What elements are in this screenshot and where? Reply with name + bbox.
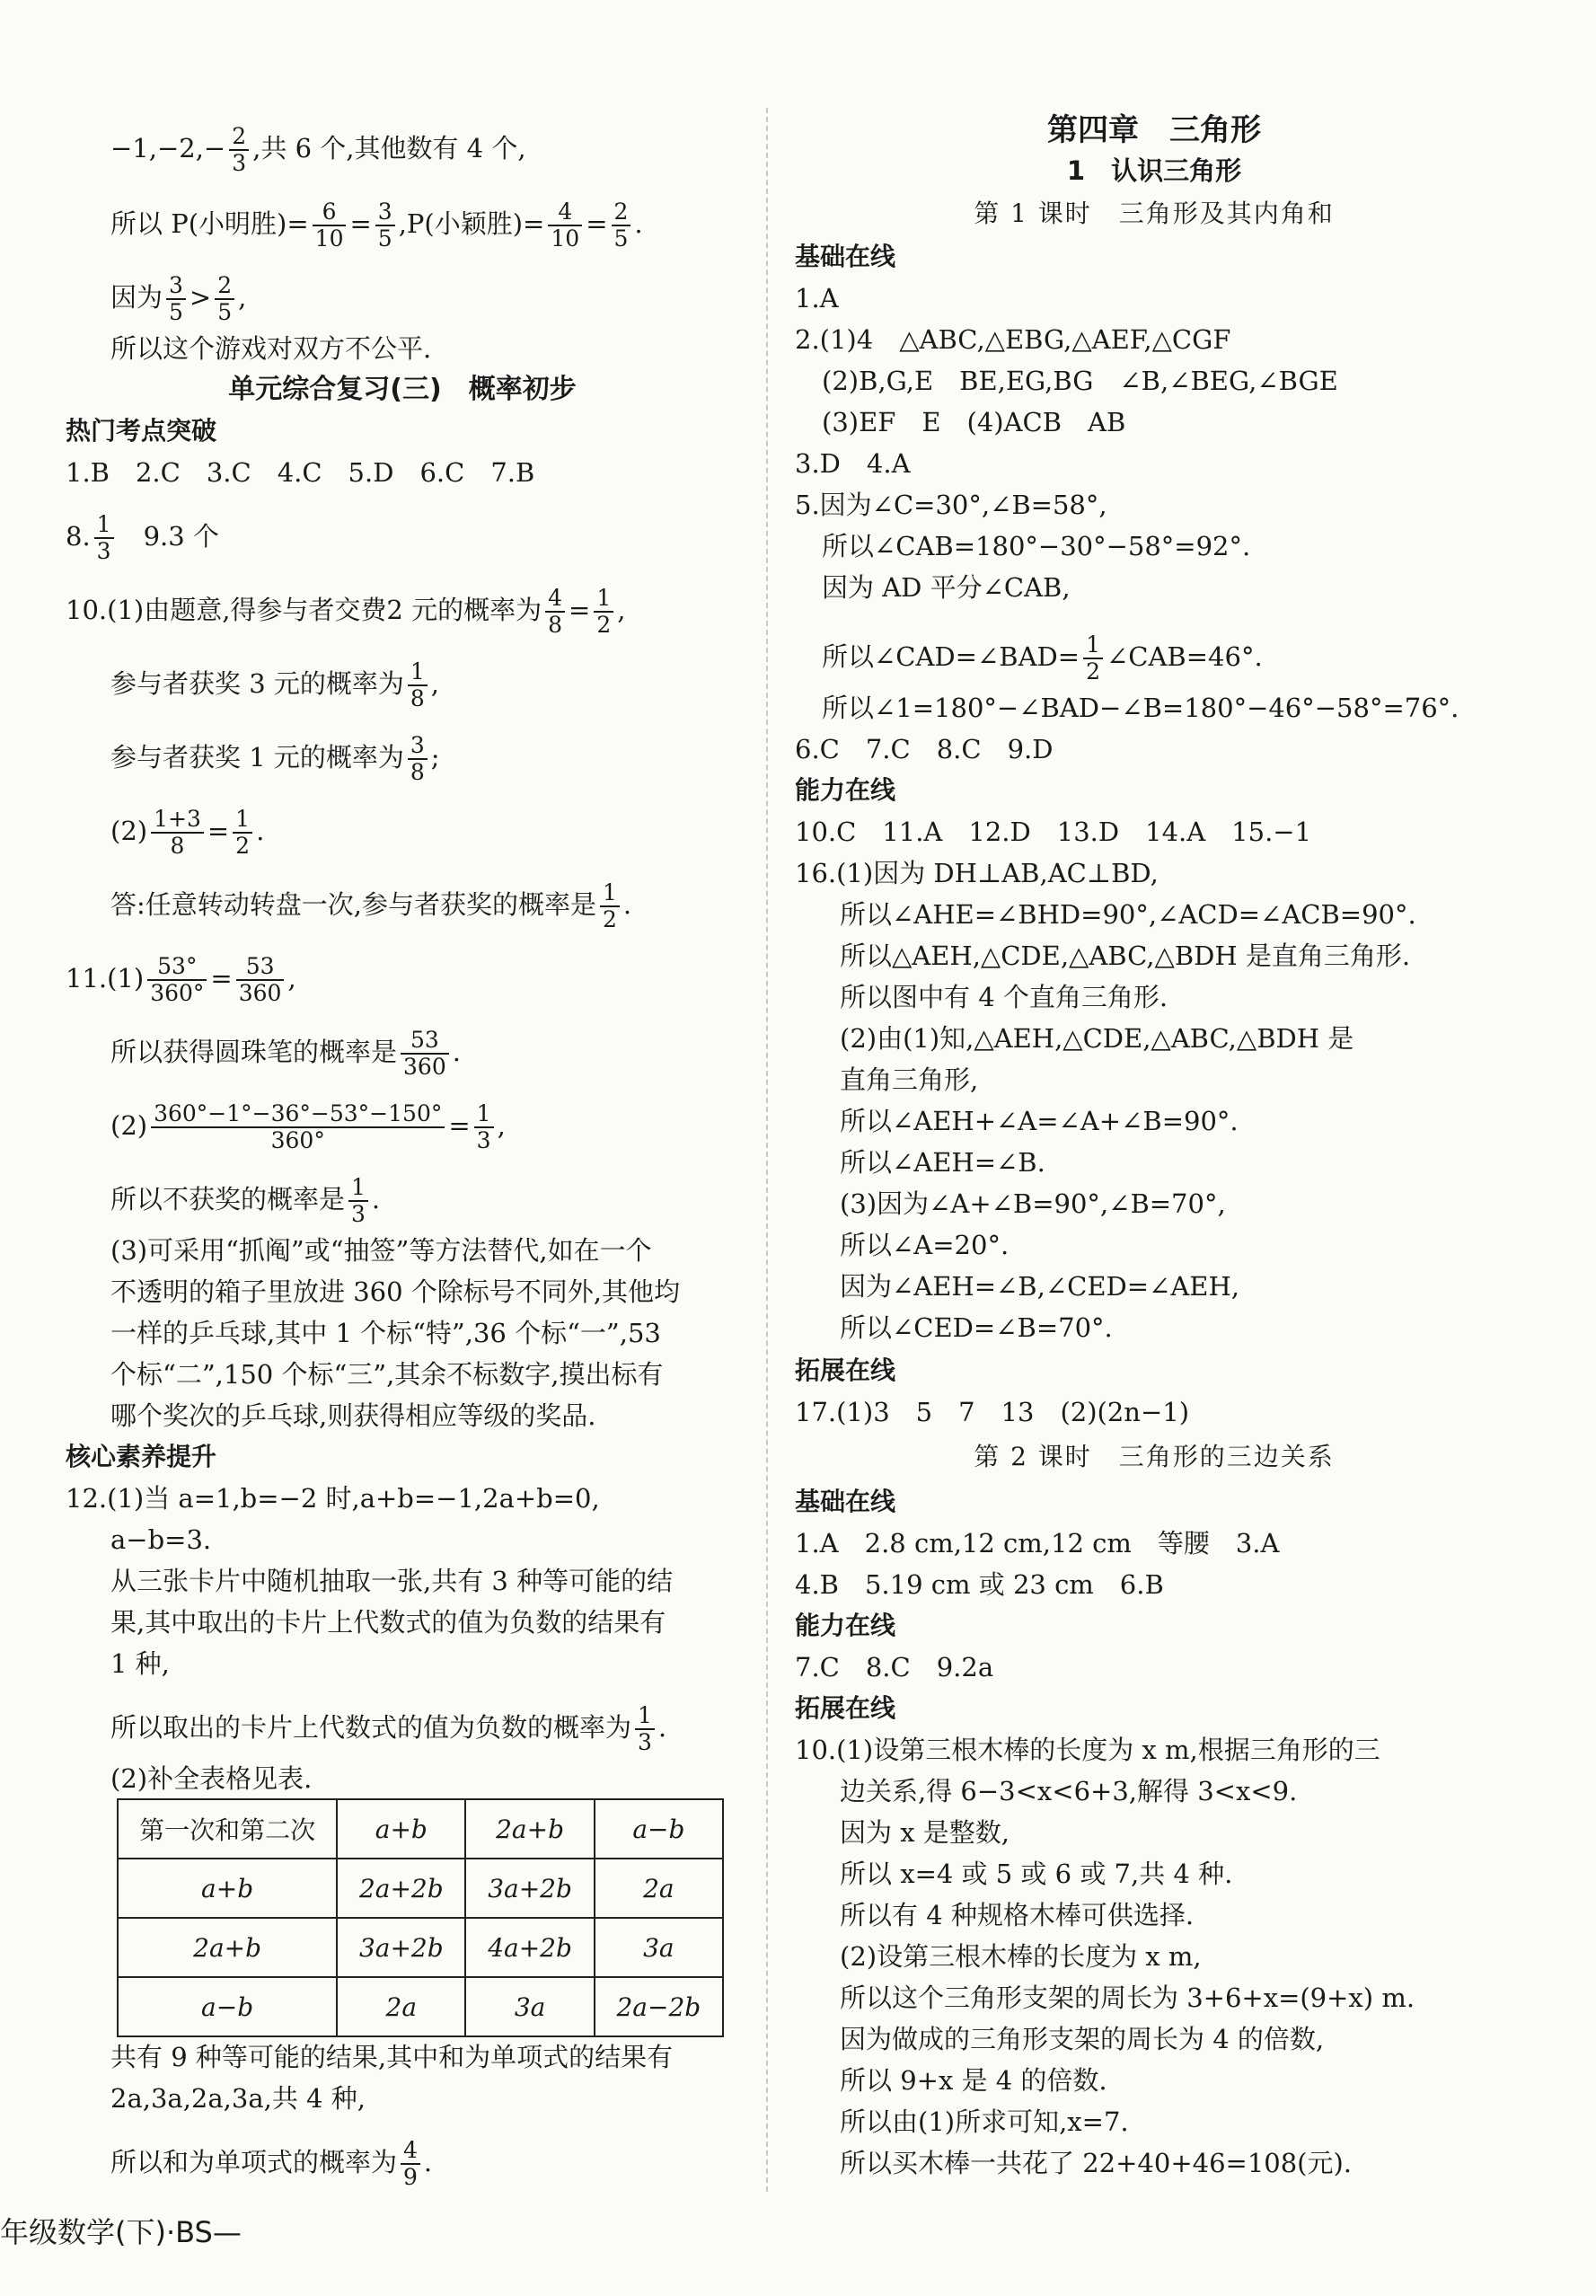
text-line: 答:任意转动转盘一次,参与者获奖的概率是 $\frac{1}{2}$ .	[110, 879, 632, 932]
text-line: 17.(1)3 5 7 13 (2)(2n−1)	[795, 1397, 1190, 1427]
table-cell: 2a−2b	[595, 1977, 723, 2036]
text-line: 哪个奖次的乒乓球,则获得相应等级的奖品.	[110, 1400, 596, 1431]
text-line: 个标“二”,150 个标“三”,其余不标数字,摸出标有	[110, 1359, 664, 1390]
text-line: a−b=3.	[110, 1524, 212, 1555]
text-line: 7.C 8.C 9.2a	[795, 1652, 994, 1682]
text-line: 所以∠CED=∠B=70°.	[840, 1312, 1113, 1343]
text-line: (2) $\frac{360^\circ-1^\circ-36^\circ-53^\circ-150^\circ}{360^\circ}$ = $\frac{1}{3}$ ,	[110, 1100, 506, 1153]
table-cell: a+b	[118, 1859, 337, 1918]
text-line: 1 种,	[110, 1648, 170, 1679]
text-line: 1.A 2.8 cm,12 cm,12 cm 等腰 3.A	[795, 1528, 1280, 1559]
unit-title: 单元综合复习(三) 概率初步	[228, 374, 577, 405]
text-line: 所以 9+x 是 4 的倍数.	[840, 2065, 1107, 2096]
text-line: 16.(1)因为 DH⊥AB,AC⊥BD,	[795, 858, 1159, 888]
lesson-title: 第 2 课时 三角形的三边关系	[974, 1442, 1335, 1471]
text-line: 所以 P(小明胜)= $\frac{6}{10}$ = $\frac{3}{5}$ ,P(小颖胜)= $\frac{4}{10}$ = $\frac{2}{5}$ .	[110, 199, 643, 252]
text-line: 所以这个三角形支架的周长为 3+6+x=(9+x) m.	[840, 1983, 1415, 2013]
divider	[766, 108, 768, 2192]
text-line: 所以∠AEH=∠B.	[840, 1147, 1045, 1178]
text-line: 所以和为单项式的概率为 $\frac{4}{9}$ .	[110, 2137, 433, 2190]
probability-table	[117, 1798, 724, 2037]
table-cell: a−b	[118, 1977, 337, 2036]
text-line: 所以∠AEH+∠A=∠A+∠B=90°.	[840, 1106, 1239, 1136]
text-line: (3)可采用“抓阄”或“抽签”等方法替代,如在一个	[110, 1235, 652, 1266]
section-heading: 核心素养提升	[66, 1442, 217, 1471]
text-line: 不透明的箱子里放进 360 个除标号不同外,其他均	[110, 1276, 681, 1307]
text-line: 果,其中取出的卡片上代数式的值为负数的结果有	[110, 1607, 666, 1638]
text-line: 所以获得圆珠笔的概率是 $\frac{53}{360}$ .	[110, 1027, 461, 1080]
section-heading: 拓展在线	[795, 1693, 896, 1723]
table-cell: 2a+2b	[337, 1859, 465, 1918]
section-heading: 能力在线	[795, 775, 896, 805]
text-line: 所以 x=4 或 5 或 6 或 7,共 4 种.	[840, 1859, 1233, 1889]
text-line: 所以∠1=180°−∠BAD−∠B=180°−46°−58°=76°.	[822, 693, 1459, 723]
text-line: 因为做成的三角形支架的周长为 4 的倍数,	[840, 2024, 1325, 2054]
table-cell: 3a+2b	[337, 1918, 465, 1977]
table-cell: 3a	[465, 1977, 594, 2036]
text-line: 边关系,得 6−3<x<6+3,解得 3<x<9.	[840, 1776, 1298, 1806]
text-line: 11.(1) $\frac{53^\circ}{360^\circ}$ = $\frac{53}{360}$ ,	[66, 953, 296, 1006]
text-line: 1.A	[795, 283, 839, 313]
text-line: 因为∠AEH=∠B,∠CED=∠AEH,	[840, 1271, 1239, 1302]
table-cell: 第一次和第二次	[118, 1799, 337, 1859]
table-row	[118, 1977, 723, 2036]
text-line: 4.B 5.19 cm 或 23 cm 6.B	[795, 1569, 1164, 1600]
text-line: 所以取出的卡片上代数式的值为负数的概率为 $\frac{1}{3}$ .	[110, 1702, 667, 1755]
text-line: (2)由(1)知,△AEH,△CDE,△ABC,△BDH 是	[840, 1023, 1354, 1054]
lesson-title: 第 1 课时 三角形及其内角和	[974, 199, 1335, 228]
table-cell: a+b	[337, 1799, 465, 1859]
table-cell: 2a	[337, 1977, 465, 2036]
text-line: (2)设第三根木棒的长度为 x m,	[840, 1941, 1202, 1972]
section-heading: 基础在线	[795, 1487, 896, 1516]
text-line: 10.(1)由题意,得参与者交费2 元的概率为 $\frac{4}{8}$ = $\frac{1}{2}$ ,	[66, 585, 626, 638]
table-row	[118, 1799, 723, 1859]
text-line: 所以△AEH,△CDE,△ABC,△BDH 是直角三角形.	[840, 940, 1411, 971]
text-line: 所以买木棒一共花了 22+40+46=108(元).	[840, 2148, 1353, 2178]
text-line: 所以有 4 种规格木棒可供选择.	[840, 1900, 1195, 1930]
text-line: 直角三角形,	[840, 1064, 979, 1095]
text-line: 共有 9 种等可能的结果,其中和为单项式的结果有	[110, 2042, 674, 2072]
table-cell: a−b	[595, 1799, 723, 1859]
text-line: 所以不获奖的概率是 $\frac{1}{3}$ .	[110, 1174, 381, 1227]
text-line: 所以∠CAB=180°−30°−58°=92°.	[822, 531, 1251, 561]
text-line: (3)EF E (4)ACB AB	[822, 407, 1126, 437]
table-row	[118, 1859, 723, 1918]
text-line: 5.因为∠C=30°,∠B=58°,	[795, 490, 1107, 520]
text-line: −1,−2,− $\frac{2}{3}$ ,共 6 个,其他数有 4 个,	[110, 123, 526, 176]
text-line: 因为 $\frac{3}{5}$ > $\frac{2}{5}$ ,	[110, 272, 247, 325]
chapter-title: 第四章 三角形	[1047, 112, 1261, 148]
page-footer: 年级数学(下)·BS—	[0, 2215, 242, 2249]
text-line: 所以∠CAD=∠BAD= $\frac{1}{2}$ ∠CAB=46°.	[822, 631, 1263, 684]
table-cell: 2a+b	[465, 1799, 594, 1859]
table-row	[118, 1918, 723, 1977]
section-heading: 热门考点突破	[66, 416, 217, 446]
text-line: 所以图中有 4 个直角三角形.	[840, 982, 1168, 1012]
text-line: 参与者获奖 1 元的概率为 $\frac{3}{8}$ ;	[110, 732, 440, 785]
fraction: $\frac{2}{3}$	[229, 124, 249, 176]
section-heading: 能力在线	[795, 1611, 896, 1640]
section-heading: 拓展在线	[795, 1356, 896, 1385]
text-line: 1.B 2.C 3.C 4.C 5.D 6.C 7.B	[66, 457, 535, 488]
section-heading: 基础在线	[795, 242, 896, 271]
table-cell: 4a+2b	[465, 1918, 594, 1977]
table-cell: 2a+b	[118, 1918, 337, 1977]
text-line: 10.(1)设第三根木棒的长度为 x m,根据三角形的三	[795, 1735, 1380, 1765]
text-line: 2a,3a,2a,3a,共 4 种,	[110, 2083, 366, 2114]
table-cell: 2a	[595, 1859, 723, 1918]
text-line: (2)补全表格见表.	[110, 1763, 313, 1794]
text-line: 12.(1)当 a=1,b=−2 时,a+b=−1,2a+b=0,	[66, 1483, 600, 1514]
text-line: 参与者获奖 3 元的概率为 $\frac{1}{8}$ ,	[110, 658, 440, 711]
text-line: (2)B,G,E BE,EG,BG ∠B,∠BEG,∠BGE	[822, 366, 1338, 396]
text-line: 从三张卡片中随机抽取一张,共有 3 种等可能的结	[110, 1566, 674, 1596]
text-line: 因为 AD 平分∠CAB,	[822, 572, 1071, 603]
text-line: 所以由(1)所求可知,x=7.	[840, 2106, 1129, 2137]
text-line: (2) $\frac{1+3}{8}$ = $\frac{1}{2}$ .	[110, 806, 265, 859]
text-line: 10.C 11.A 12.D 13.D 14.A 15.−1	[795, 817, 1312, 847]
text-line: 一样的乒乓球,其中 1 个标“特”,36 个标“一”,53	[110, 1318, 661, 1348]
text-line: 所以这个游戏对双方不公平.	[110, 333, 432, 364]
text-line: 2.(1)4 △ABC,△EBG,△AEF,△CGF	[795, 324, 1231, 355]
text-line: 8. $\frac{1}{3}$ 9.3 个	[66, 511, 219, 564]
section-title: 1 认识三角形	[1066, 155, 1242, 186]
text-line: 因为 x 是整数,	[840, 1817, 1010, 1848]
text-line: 3.D 4.A	[795, 448, 911, 479]
text-line: (3)因为∠A+∠B=90°,∠B=70°,	[840, 1188, 1226, 1219]
text-line: 所以∠AHE=∠BHD=90°,∠ACD=∠ACB=90°.	[840, 899, 1416, 930]
text-line: 6.C 7.C 8.C 9.D	[795, 734, 1054, 764]
table-cell: 3a	[595, 1918, 723, 1977]
text-line: 所以∠A=20°.	[840, 1230, 1010, 1260]
table-cell: 3a+2b	[465, 1859, 594, 1918]
